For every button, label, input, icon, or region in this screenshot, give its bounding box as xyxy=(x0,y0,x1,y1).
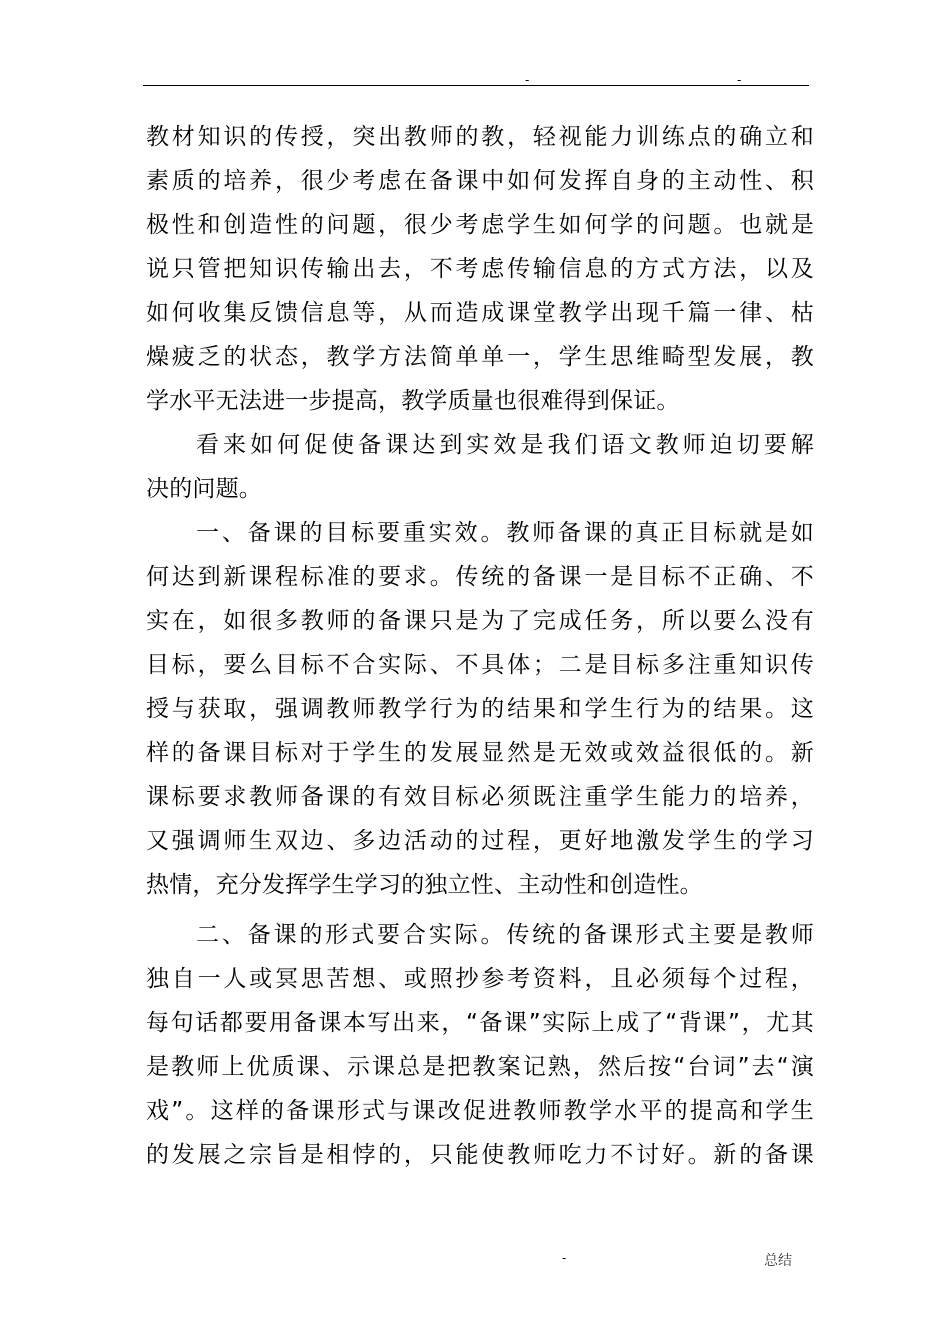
text-line: 决的问题。 xyxy=(146,476,262,502)
footer-label: 总结 xyxy=(764,1253,792,1269)
text-line: 课标要求教师备课的有效目标必须既注重学生能力的培养， xyxy=(146,784,814,810)
text-line: 说只管把知识传输出去，不考虑传输信息的方式方法，以及 xyxy=(146,256,814,282)
text-line: 每句话都要用备课本写出来，“备课”实际上成了“背课”，尤其 xyxy=(146,1010,814,1036)
text-line: 如何收集反馈信息等，从而造成课堂教学出现千篇一律、枯 xyxy=(146,300,814,326)
text-line: 授与获取，强调教师教学行为的结果和学生行为的结果。这 xyxy=(146,696,814,722)
text-line: 实在，如很多教师的备课只是为了完成任务，所以要么没有 xyxy=(146,608,814,634)
text-line: 素质的培养，很少考虑在备课中如何发挥自身的主动性、积 xyxy=(146,168,814,194)
text-line: 学水平无法进一步提高，教学质量也很难得到保证。 xyxy=(146,388,680,414)
text-line: 目标，要么目标不合实际、不具体；二是目标多注重知识传 xyxy=(146,652,814,678)
text-line: 燥疲乏的状态，教学方法简单单一，学生思维畸型发展，教 xyxy=(146,344,814,370)
text-line: 独自一人或冥思苦想、或照抄参考资料，且必须每个过程， xyxy=(146,966,814,992)
header-mark-left: - xyxy=(525,73,530,87)
text-line: 一、备课的目标要重实效。教师备课的真正目标就是如 xyxy=(196,520,814,546)
text-line: 极性和创造性的问题，很少考虑学生如何学的问题。也就是 xyxy=(146,212,814,238)
text-line: 的发展之宗旨是相悖的，只能使教师吃力不讨好。新的备课 xyxy=(146,1142,814,1168)
text-line: 戏”。这样的备课形式与课改促进教师教学水平的提高和学生 xyxy=(146,1098,814,1124)
text-line: 又强调师生双边、多边活动的过程，更好地激发学生的学习 xyxy=(146,828,814,854)
header-mark-right: - xyxy=(737,73,742,87)
footer-mark: - xyxy=(562,1251,567,1265)
text-line: 二、备课的形式要合实际。传统的备课形式主要是教师 xyxy=(196,922,814,948)
text-line: 何达到新课程标准的要求。传统的备课一是目标不正确、不 xyxy=(146,564,814,590)
text-line: 是教师上优质课、示课总是把教案记熟，然后按“台词”去“演 xyxy=(146,1054,814,1080)
header-rule xyxy=(143,85,809,86)
text-line: 看来如何促使备课达到实效是我们语文教师迫切要解 xyxy=(196,432,814,458)
text-line: 教材知识的传授，突出教师的教，轻视能力训练点的确立和 xyxy=(146,124,814,150)
text-line: 样的备课目标对于学生的发展显然是无效或效益很低的。新 xyxy=(146,740,814,766)
text-line: 热情，充分发挥学生学习的独立性、主动性和创造性。 xyxy=(146,872,703,898)
